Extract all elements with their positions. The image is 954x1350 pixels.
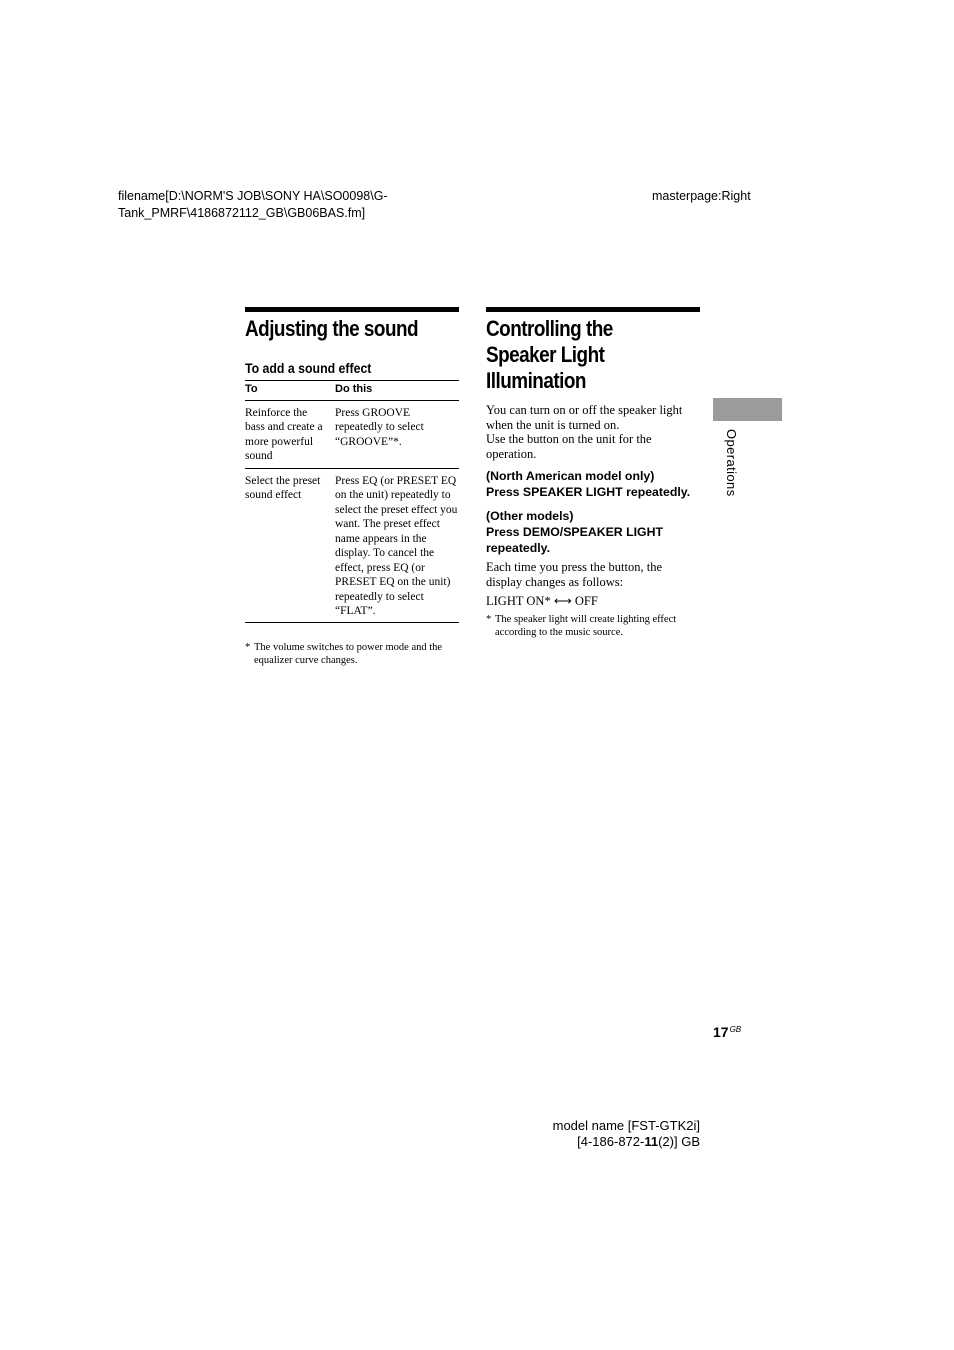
intro-line-2: Use the button on the unit for the operation.: [486, 432, 652, 461]
table-cell-do: Press EQ (or PRESET EQ on the unit) repeatedly to select the preset effect you want. The preset effect name appears in the display. To cancel the effect, press EQ (or PRESET EQ on the unit) repeatedly to select “FLAT”.: [335, 468, 459, 622]
side-tab-marker: [713, 398, 782, 421]
intro-line-1: You can turn on or off the speaker light when the unit is turned on.: [486, 403, 683, 432]
page-number-value: 17: [713, 1024, 729, 1040]
table-row: [245, 400, 459, 468]
table-row: [245, 468, 459, 622]
table-cell-do: Press GROOVE repeatedly to select “GROOVE”*.: [335, 400, 459, 468]
column-header-to: To: [245, 381, 335, 401]
left-footnote: [245, 641, 459, 667]
filename-line-2: Tank_PMRF\4186872112_GB\GB06BAS.fm]: [118, 206, 366, 220]
north-american-instruction: Press SPEAKER LIGHT repeatedly.: [486, 485, 691, 499]
other-models-label: (Other models): [486, 509, 574, 523]
footnote-text: The speaker light will create lighting effect according to the music source.: [495, 614, 677, 638]
table-header-row: [245, 381, 459, 401]
sound-effect-subtitle: To add a sound effect: [245, 360, 372, 376]
title-line: Illumination: [486, 368, 586, 393]
each-time-paragraph: Each time you press the button, the display changes as follows:: [486, 560, 663, 589]
left-section-rule: [245, 307, 459, 312]
double-arrow-icon: ⟷: [553, 594, 572, 608]
filename-header: [118, 188, 388, 222]
column-header-do: Do this: [335, 381, 459, 401]
model-code-prefix: [4-186-872-: [577, 1134, 645, 1149]
table-cell-to: Reinforce the bass and create a more powerful sound: [245, 400, 335, 468]
other-models-instruction: Press DEMO/SPEAKER LIGHT repeatedly.: [486, 525, 663, 555]
right-footnote: [486, 613, 700, 639]
display-cycle: [486, 594, 598, 609]
cycle-light-on: LIGHT ON*: [486, 594, 551, 608]
intro-paragraph: [486, 403, 700, 461]
masterpage-label: masterpage:Right: [652, 189, 751, 203]
page-number: [713, 1024, 741, 1042]
model-code-suffix: (2)] GB: [658, 1134, 700, 1149]
title-line: Controlling the: [486, 316, 613, 341]
right-section-title: [486, 316, 613, 394]
cycle-off: OFF: [574, 594, 598, 608]
left-section-title: Adjusting the sound: [245, 316, 419, 341]
model-name: model name [FST-GTK2i]: [552, 1118, 700, 1133]
north-american-label: (North American model only): [486, 469, 655, 483]
model-code-bold: 11: [644, 1134, 659, 1149]
filename-line-1: filename[D:\NORM'S JOB\SONY HA\SO0098\G-: [118, 189, 388, 203]
title-line: Speaker Light: [486, 342, 605, 367]
model-code: [553, 1134, 700, 1150]
north-american-step: [486, 468, 706, 500]
right-section-rule: [486, 307, 700, 312]
footnote-marker: *: [245, 642, 251, 653]
page-number-suffix: GB: [729, 1025, 742, 1034]
other-models-step: [486, 508, 700, 556]
side-tab-label: Operations: [724, 429, 739, 497]
table-cell-to: Select the preset sound effect: [245, 468, 335, 622]
footnote-marker: *: [486, 614, 492, 625]
sound-effect-table: [245, 380, 459, 623]
footnote-text: The volume switches to power mode and the equalizer curve changes.: [254, 642, 443, 666]
model-footer: [553, 1118, 700, 1150]
